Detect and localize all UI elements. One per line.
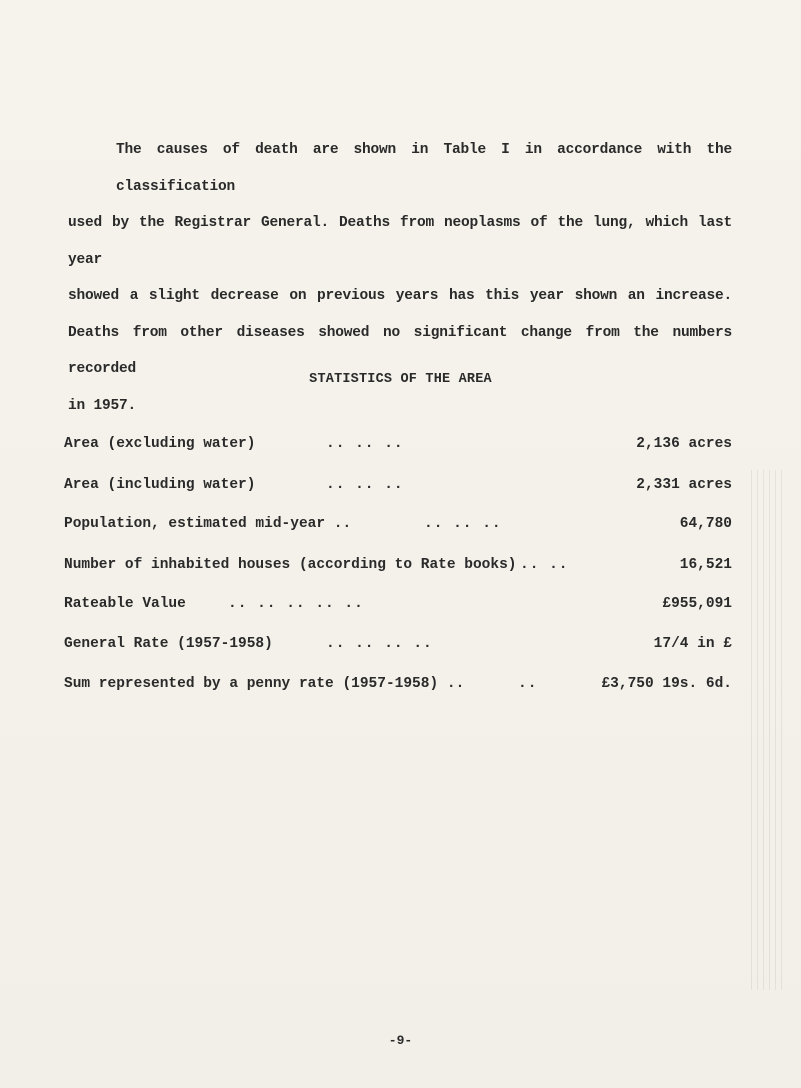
stat-row-penny-rate: [64, 676, 732, 698]
stat-value: 16,521: [679, 557, 732, 573]
paragraph-line: used by the Registrar General. Deaths from neoplasms of the lung, which last year: [68, 215, 732, 268]
stat-value: £955,091: [662, 596, 732, 612]
paragraph-line: in 1957.: [68, 397, 137, 414]
stat-value: 2,136 acres: [636, 436, 732, 452]
stat-label: Rateable Value: [64, 596, 186, 612]
dot-leader: .. .. .. ..: [326, 636, 433, 652]
stat-label: General Rate (1957-1958): [64, 636, 273, 652]
show-through-texture: [751, 470, 787, 990]
dot-leader: ..: [518, 676, 538, 692]
stat-row-area-excluding-water: [64, 436, 732, 458]
stat-row-population: [64, 516, 732, 538]
dot-leader: .. .. ..: [424, 516, 502, 532]
stat-label: Sum represented by a penny rate (1957-1958) ..: [64, 676, 465, 692]
stat-label: Area (including water): [64, 477, 256, 493]
stat-value: 17/4 in £: [653, 636, 732, 652]
stat-value: 2,331 acres: [636, 477, 732, 493]
stat-label: Population, estimated mid-year ..: [64, 516, 352, 532]
stat-value: 64,780: [679, 516, 732, 532]
stat-label: Area (excluding water): [64, 436, 256, 452]
paragraph-line: showed a slight decrease on previous years has this year shown an increase.: [68, 288, 732, 304]
page-number: -9-: [388, 1033, 413, 1048]
dot-leader: .. .. ..: [326, 477, 404, 493]
dot-leader: .. .. ..: [326, 436, 404, 452]
stat-label: Number of inhabited houses (according to Rate books): [64, 557, 517, 573]
stat-row-area-including-water: [64, 477, 732, 499]
stat-row-general-rate: [64, 636, 732, 658]
dot-leader: .. ..: [520, 557, 569, 573]
dot-leader: .. .. .. .. ..: [228, 596, 364, 612]
paragraph-line: The causes of death are shown in Table I in accordance with the classification: [116, 142, 732, 195]
stat-value: £3,750 19s. 6d.: [601, 676, 732, 692]
stat-row-inhabited-houses: [64, 557, 732, 579]
section-title: STATISTICS OF THE AREA: [309, 372, 492, 387]
paragraph-line: Deaths from other diseases showed no significant change from the numbers recorded: [68, 324, 732, 377]
stat-row-rateable-value: [64, 596, 732, 618]
